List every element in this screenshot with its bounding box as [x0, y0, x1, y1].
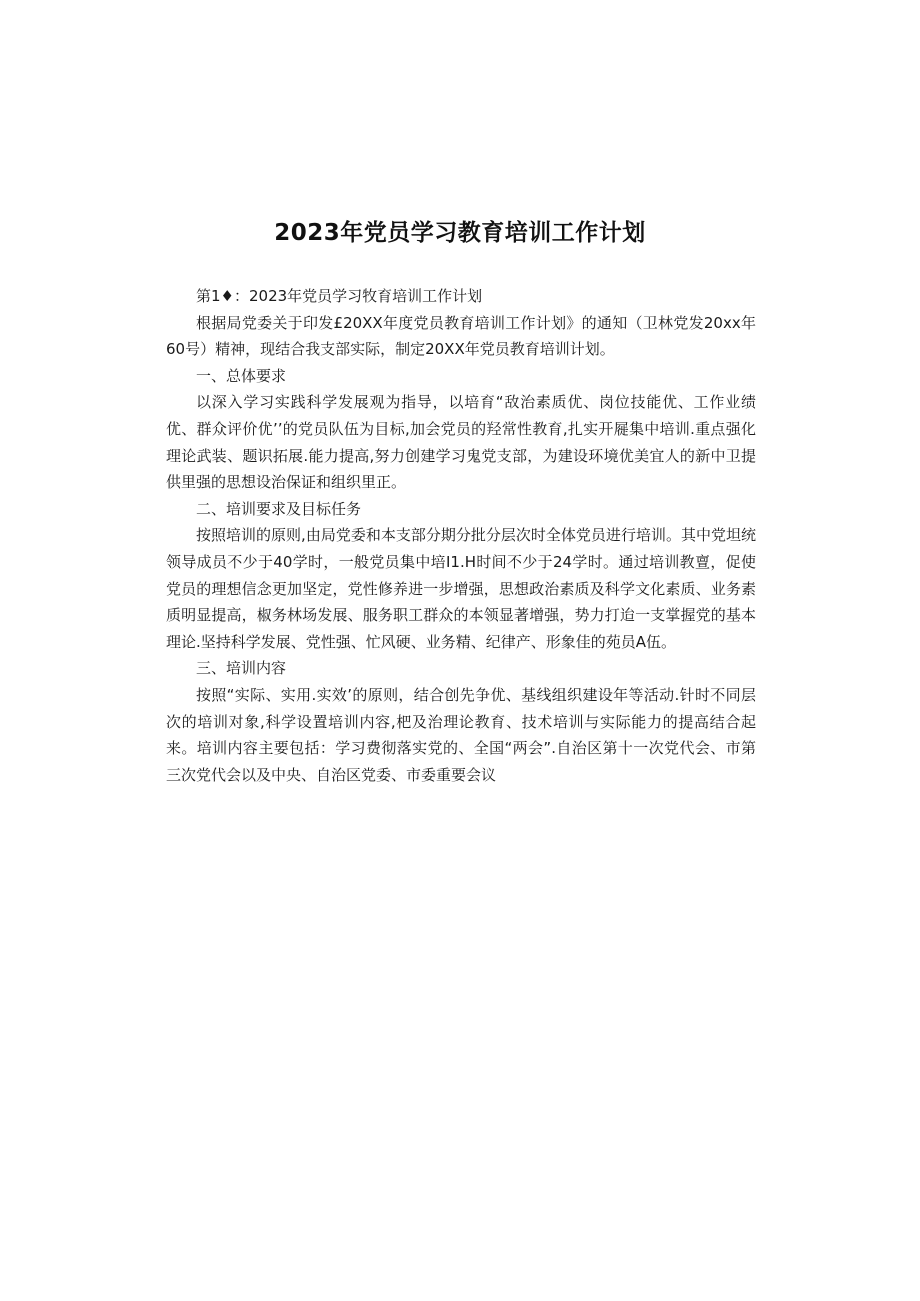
training-content-paragraph: 按照“实际、实用.实效’的原则，结合创先争优、基线组织建设年等活动.针时不同层次的培训对象,科学设置培训内容,杷及治理论教育、技术培训与实际能力的提高结合起来。培训内容主要包括：学习费彻落实党的、全国“两会”.自治区第十一次党代会、市第三次党代会以及中央、自治区党委、市委重要会议	[166, 685, 756, 784]
section-heading-general-requirements: 一、总体要求	[196, 366, 287, 385]
document-title: 2023年党员学习教育培训工作计划	[274, 220, 646, 246]
article-heading: 第1♦：2023年党员学习牧育培训工作计划	[196, 287, 483, 305]
general-requirements-paragraph: 以深入学习实践科学发展观为指导，以培育“敌治素质优、岗位技能优、工作业绩优、群众评价优’’的党员队伍为目标,加会党员的羟常性教育,扎实开屣集中培训.重点强化理论武装、题识拓展.能力提高,努力创建学习鬼党支部，为建设环境优美宜人的新中卫提供里强的思想设治保证和组织里正。	[166, 393, 756, 492]
section-heading-training-goals: 二、培训要求及目标任务	[196, 499, 362, 518]
section-heading-training-content: 三、培训内容	[196, 659, 287, 678]
intro-paragraph: 根据局党委关于印发£20XX年度党员教育培训工作计划》的通知（卫林党发20xx年60号）精神，现结合我支部实际，制定20XX年党员教育培训计划。	[166, 313, 756, 359]
training-goals-paragraph: 按照培训的原则,由局党委和本支部分期分批分层次时全体党员进行培训。其中党坦统领导成员不少于40学时，一般党员集中培I1.H时间不少于24学时。通过培训教亶，促使党员的理想信念更加坚定，党性修养进一步增强，思想政治素质及科学文化素质、业务素质明显提高，椒务林场发展、服务职工群众的本领显著增强，势力打迨一支掌握党的基本理论.坚持科学发展、党性强、忙风硬、业务精、纪律产、形象佳的苑员A伍。	[166, 526, 756, 651]
document-body	[166, 283, 756, 788]
